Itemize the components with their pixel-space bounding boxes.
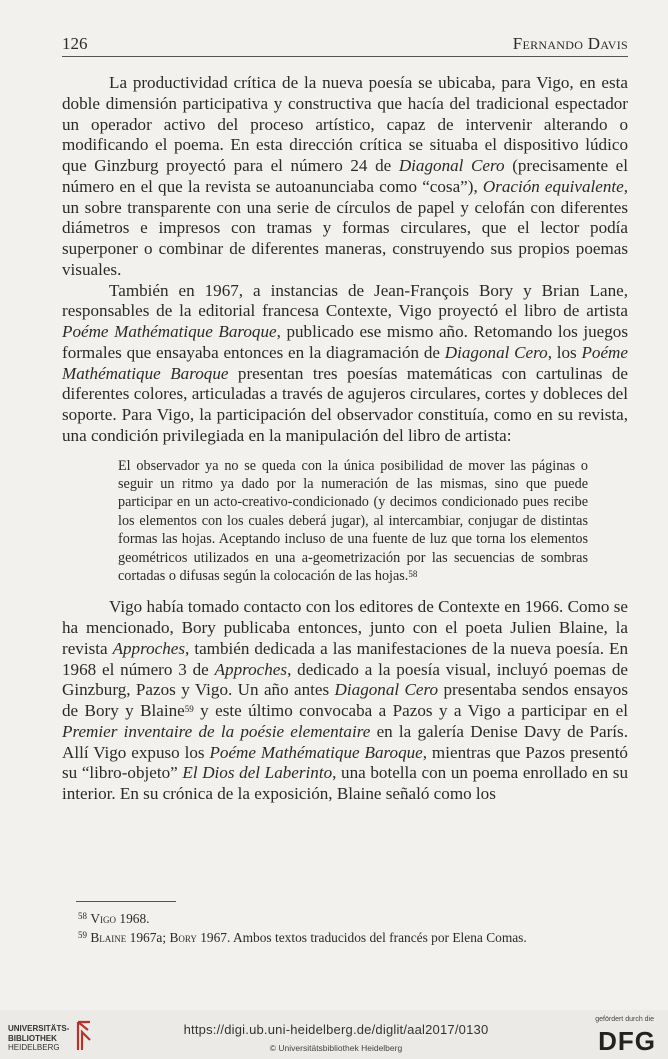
paragraph	[62, 597, 628, 805]
paragraph	[62, 281, 628, 447]
footnote-number: 58	[78, 911, 87, 921]
footnote-58	[62, 909, 628, 928]
text-run: , los	[547, 342, 582, 362]
digitization-footer	[0, 1010, 668, 1059]
italic-title: Approches	[214, 659, 288, 679]
italic-title: El Dios del Laberinto	[182, 763, 333, 783]
italic-title: Poéme Mathématique Baroque	[62, 322, 277, 341]
footnote-author: Vigo	[90, 911, 117, 926]
text-run: El observador ya no se queda con la única posibilidad de mover las páginas o seguir un ritmo ya dado por la numeración de las mismas, sino que puede participar en un acto-creativo-condicionado (y decimos condicionado pues recibe los elementos con los cuales deberá jugar), al intercambiar, conjugar de distintas formas las hojas. Aceptando incluso de una fuente de luz que torna los elementos geométricos utilizados en una a-geometrización por las secuencias de sombras cortadas o difusas según la colocación de las hojas.	[118, 457, 588, 584]
funding-note: gefördert durch die	[595, 1016, 654, 1023]
text-run: en la galería Denise Davy de París. Allí Vigo expuso los	[62, 721, 628, 762]
paragraph	[62, 73, 628, 281]
text-run: (precisamente el número en el que la revista se autoanunciaba como “cosa”),	[62, 156, 628, 196]
block-quote	[118, 457, 588, 586]
footnote-ref: 59	[184, 704, 194, 715]
text-run: Vigo había tomado contacto con los editores de Contexte en 1966. Como se ha mencionado, Bory publicaba entonces, junto con el poeta Julien Blaine, la revista	[62, 597, 628, 658]
footnote-author: Bory	[169, 930, 197, 945]
footnote-rule	[76, 901, 176, 902]
footnote-text: 1967. Ambos textos traducidos del francés por Elena Comas.	[196, 930, 527, 945]
text-run: , una botella con un poema enrollado en su interior. En su crónica de la exposición, Blaine señaló como los	[62, 763, 628, 804]
italic-title: Poéme Mathématique Baroque	[62, 342, 628, 383]
italic-title: Poéme Mathématique Baroque	[209, 742, 423, 762]
text-run: , dedicado a la poesía visual, incluyó poemas de Ginzburg, Pazos y Vigo. Un año antes	[62, 659, 628, 700]
text-run: , un sobre transparente con una serie de círculos de papel y celofán con diferentes diámetros e impresos con tramas y formas circulares, que el lector podía superponer o combinar de diferentes maneras, construyendo sus propios poemas visuales.	[62, 176, 628, 279]
footnote-text: 1967a;	[126, 930, 170, 945]
italic-title: Oración equivalente	[482, 176, 624, 196]
text-run: presentan tres poesías matemáticas con cartulinas de diferentes colores, articuladas a través de agujeros circulares, cortes y dobleces del soporte. Para Vigo, la participación del observador constituía, como en su revista, una condición privilegiada en la manipulación del libro de artista:	[62, 363, 628, 445]
italic-title: Diagonal Cero	[398, 156, 505, 175]
footnote-text: 1968.	[116, 911, 150, 926]
page-number: 126	[62, 34, 88, 53]
library-name-line: BIBLIOTHEK	[8, 1033, 57, 1043]
copyright: © Universitätsbibliothek Heidelberg	[269, 1043, 403, 1053]
text-run: , publicado ese mismo año. Retomando los juegos formales que ensayaba entonces en la diagramación de	[62, 322, 628, 362]
dfg-logo: DFG	[598, 1026, 656, 1056]
running-header	[62, 34, 628, 57]
footnote-author: Blaine	[90, 930, 127, 945]
footnote-59	[62, 928, 628, 947]
text-run: , mientras que Pazos presentó su “libro-objeto”	[62, 742, 628, 783]
library-name-line: UNIVERSITÄTS-	[8, 1024, 70, 1033]
italic-title: Approches	[112, 638, 186, 658]
footnote-number: 59	[78, 930, 87, 940]
running-head-author: Fernando Davis	[512, 34, 628, 53]
italic-title: Diagonal Cero	[334, 680, 439, 700]
body-text	[62, 73, 628, 805]
footnote-ref: 58	[408, 568, 418, 579]
library-logo-text	[8, 1024, 69, 1053]
italic-title: Diagonal Cero	[444, 342, 548, 362]
text-run: presentaba sendos ensayos de Bory y Blaine	[62, 680, 628, 721]
library-logo-icon	[74, 1020, 94, 1052]
library-name-line: HEIDELBERG	[8, 1043, 60, 1052]
italic-title: Premier inventaire de la poésie elementaire	[62, 721, 371, 741]
text-run: La productividad crítica de la nueva poesía se ubicaba, para Vigo, en esta doble dimensión participativa y constructiva que hacía del tradicional espectador un operador activo del proceso artístico, capaz de intervenir alterando o modificando el poema. En esta dirección crítica se situaba el dispositivo lúdico que Ginzburg proyectó para el número 24 de	[62, 73, 628, 175]
permalink-url[interactable]: https://digi.ub.uni-heidelberg.de/diglit/aal2017/0130	[183, 1022, 489, 1037]
text-run: También en 1967, a instancias de Jean-François Bory y Brian Lane, responsables de la editorial francesa Contexte, Vigo proyectó el libro de artista	[62, 280, 628, 321]
text-run: , también dedicada a las manifestaciones de la nueva poesía. En 1968 el número 3 de	[62, 638, 628, 679]
footnotes	[62, 901, 628, 947]
text-run: y este último convocaba a Pazos y a Vigo a participar en el	[193, 701, 628, 721]
